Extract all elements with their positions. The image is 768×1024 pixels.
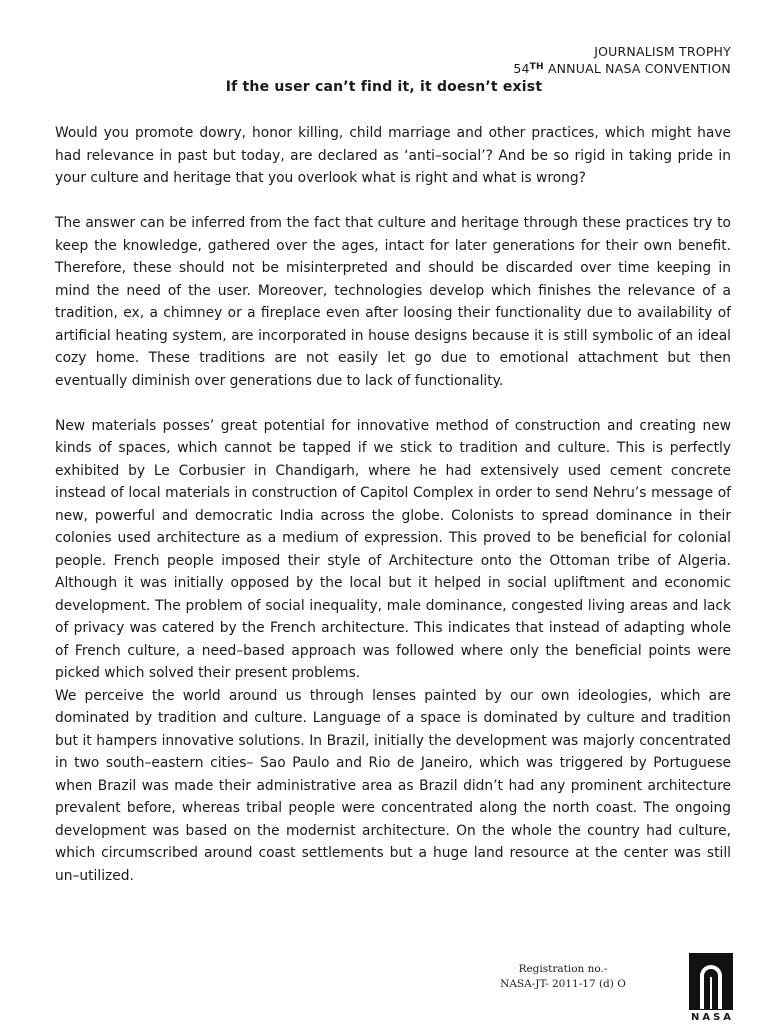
document-title: If the user can’t find it, it doesn’t exist [225, 79, 543, 95]
registration-block [488, 962, 638, 992]
paragraph-2: The answer can be inferred from the fact that culture and heritage through these practices try to keep the knowledge, gathered over the ages, intact for later generations for their own benefit. Therefore, these should not be misinterpreted and should be discarded over time keeping in mind the need of the user. Moreover, technologies develop which finishes the relevance of a tradition, ex, a chimney or a fireplace even after loosing their functionality due to availability of artificial heating system, are incorporated in house designs because it is still symbolic of an ideal cozy home. These traditions are not easily let go due to emotional attachment but then eventually diminish over generations due to lack of functionality. [55, 215, 731, 389]
nasa-logo [688, 953, 734, 1023]
paragraph-1: Would you promote dowry, honor killing, child marriage and other practices, which might have had relevance in past but today, are declared as ‘anti–social’? And be so rigid in taking pride in your culture and heritage that you overlook what is right and what is wrong? [55, 125, 731, 186]
paragraph-4: We perceive the world around us through lenses painted by our own ideologies, which are dominated by tradition and culture. Language of a space is dominated by culture and tradition but it hampers innovative solutions. In Brazil, initially the development was majorly concentrated in two south–eastern cities– Sao Paulo and Rio de Janeiro, which was triggered by Portuguese when Brazil was made their administrative area as Brazil didn’t had any prominent architecture prevalent before, whereas tribal people were concentrated along the north coast. The ongoing development was based on the modernist architecture. On the whole the country had culture, which circumscribed around coast settlements but a huge land resource at the center was still un–utilized. [55, 687, 731, 884]
paragraph-gap [55, 392, 731, 415]
header-line-2-rest: ANNUAL NASA CONVENTION [543, 61, 731, 76]
arch-logo-icon [689, 953, 733, 1010]
header-line-1: JOURNALISM TROPHY [594, 44, 731, 59]
header-line-2 [513, 60, 731, 77]
header-number: 54 [513, 61, 530, 76]
header-block [513, 43, 731, 77]
paragraph-gap [55, 190, 731, 213]
registration-label: Registration no.- [518, 963, 608, 975]
article-body [55, 122, 731, 887]
logo-text: NASA [691, 1012, 735, 1023]
registration-number: NASA-JT- 2011-17 (d) O [500, 978, 626, 990]
paragraph-3: New materials posses’ great potential for innovative method of construction and creating new kinds of spaces, which cannot be tapped if we stick to tradition and culture. This is perfectly exhibited by Le Corbusier in Chandigarh, where he had extensively used cement concrete instead of local materials in construction of Capitol Complex in order to send Nehru’s message of new, powerful and democratic India across the globe. Colonists to spread dominance in their colonies used architecture as a medium of expression. This proved to be beneficial for colonial people. French people imposed their style of Architecture onto the Ottoman tribe of Algeria. Although it was initially opposed by the local but it helped in social upliftment and economic development. The problem of social inequality, male dominance, congested living areas and lack of privacy was catered by the French architecture. This indicates that instead of adapting whole of French culture, a need–based approach was followed where only the beneficial points were picked which solved their present problems. [55, 417, 731, 681]
header-superscript: TH [529, 62, 544, 72]
